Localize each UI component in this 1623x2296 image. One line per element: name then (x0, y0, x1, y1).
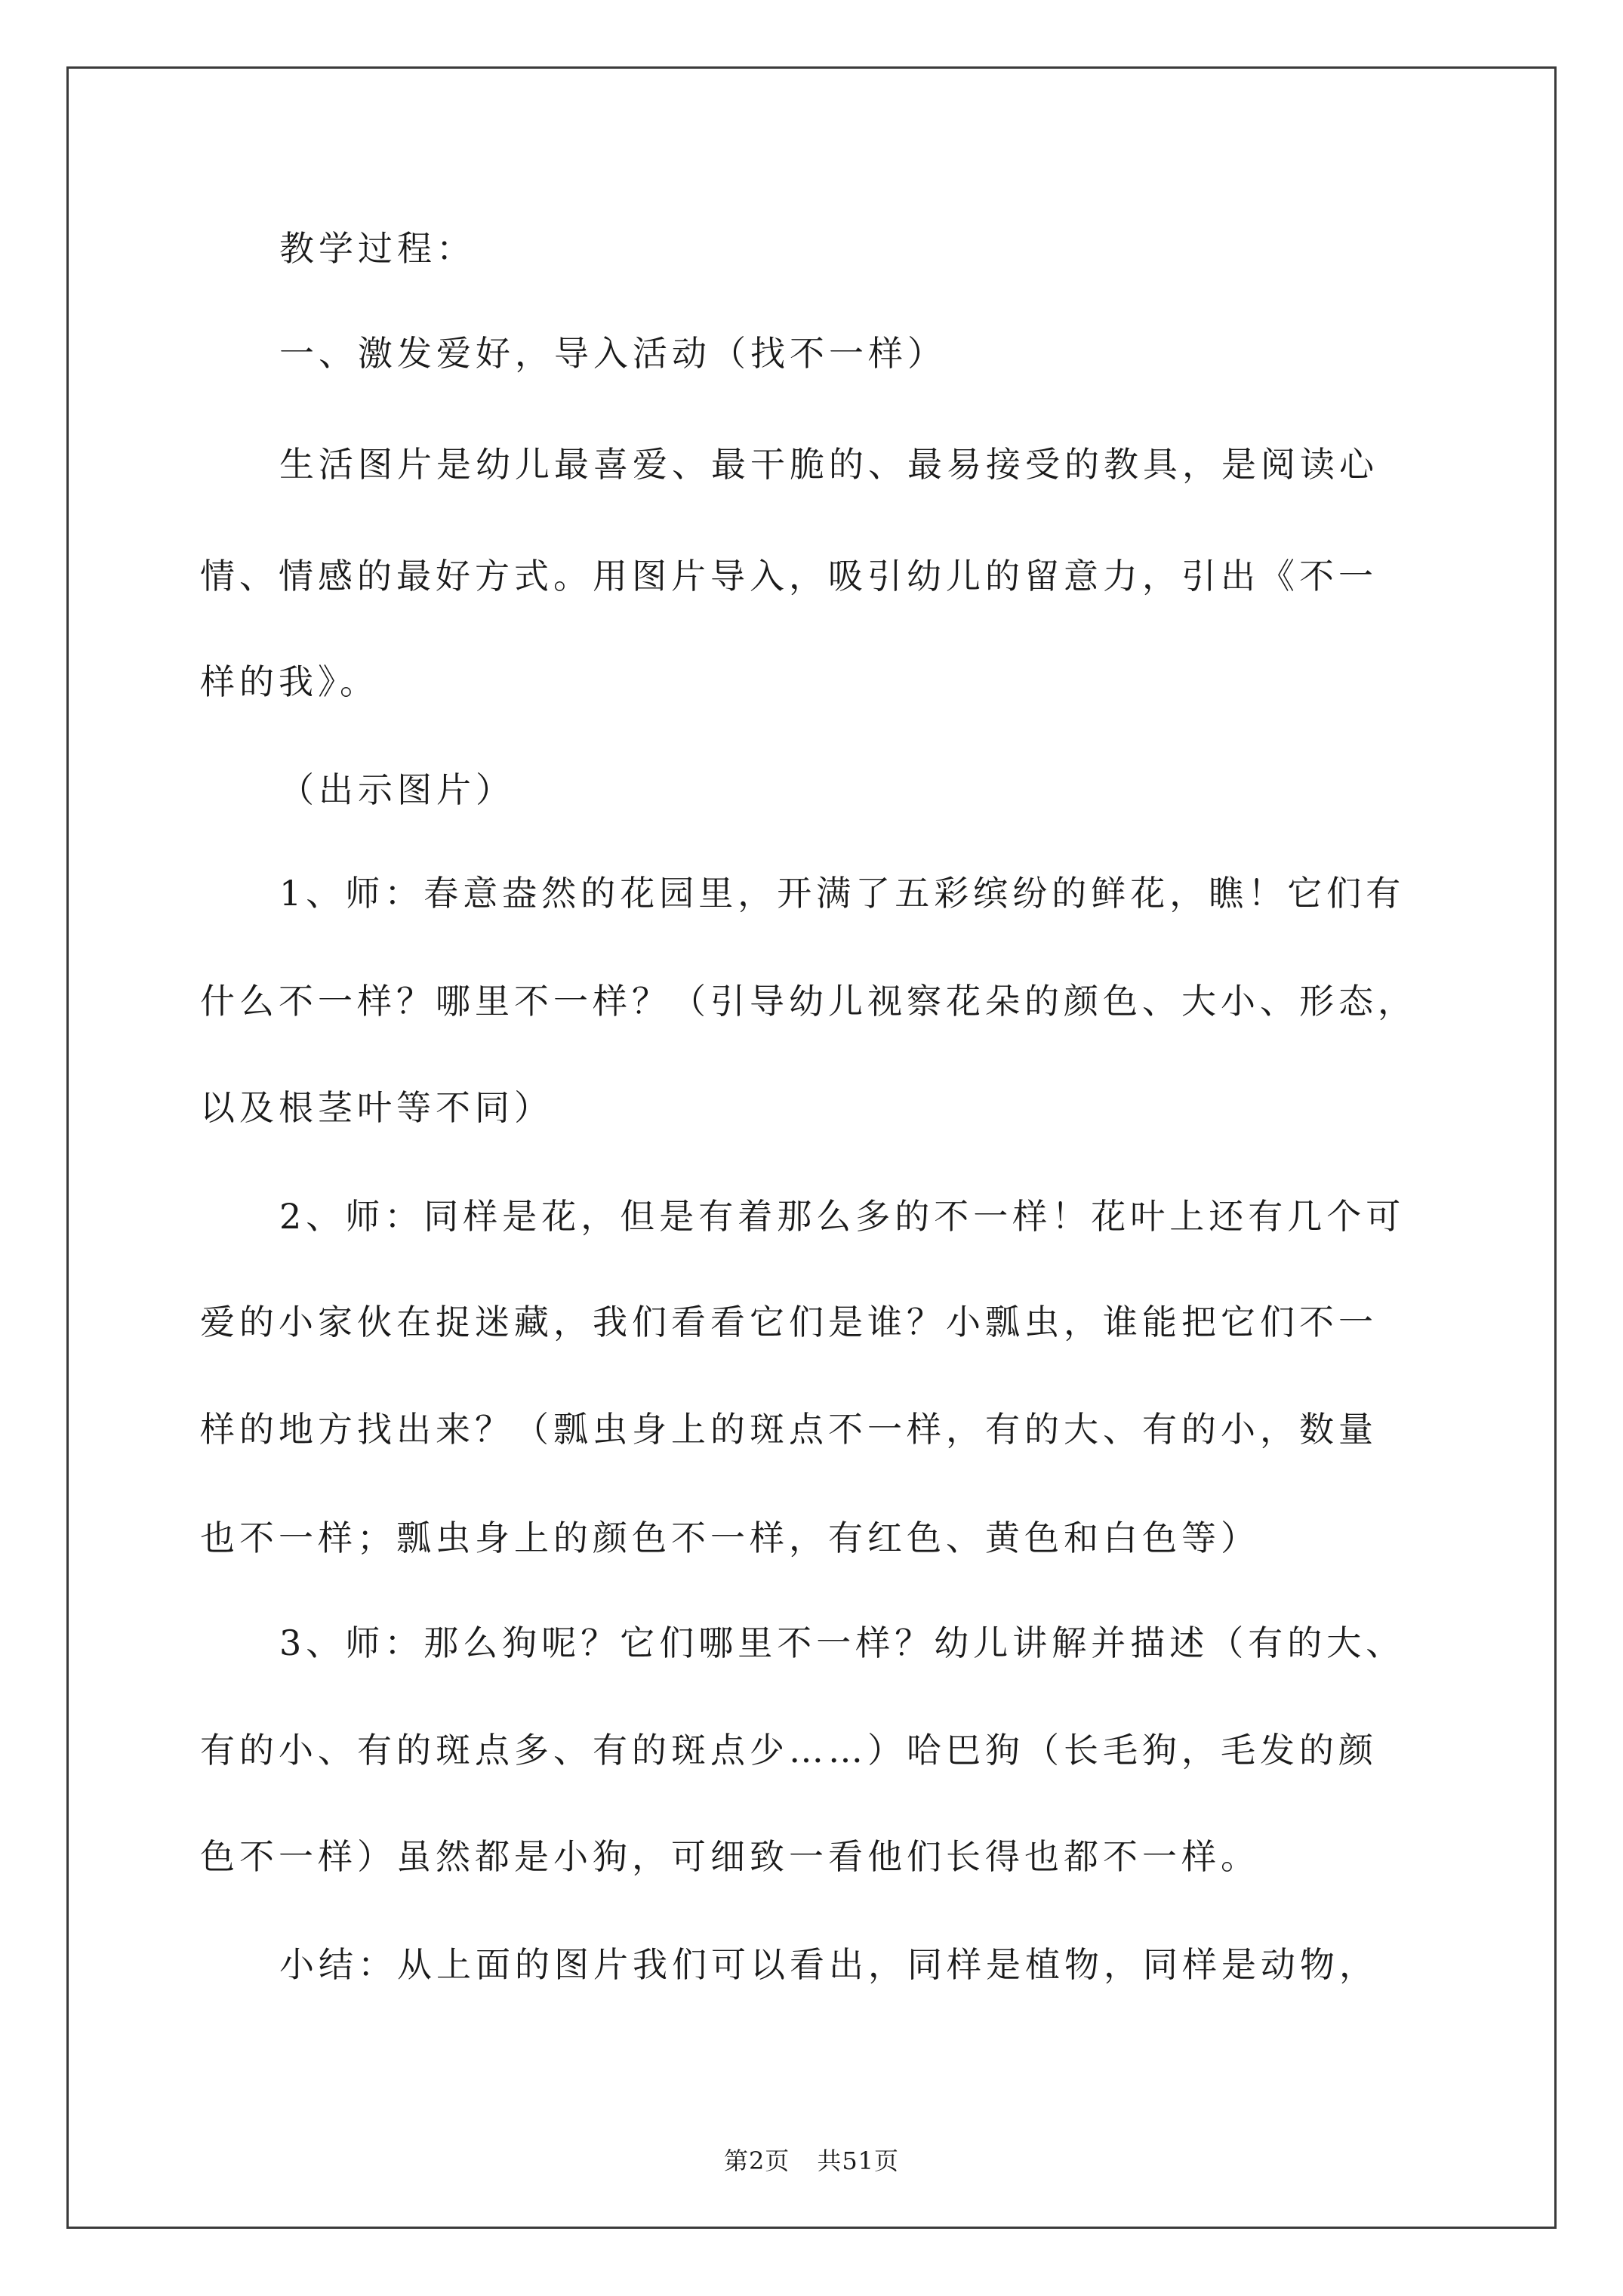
paragraph-line: 生活图片是幼儿最喜爱、最干脆的、最易接受的教具，是阅读心 (279, 444, 1378, 485)
paragraph-line: 3、师：那么狗呢？它们哪里不一样？幼儿讲解并描述（有的大、 (279, 1623, 1406, 1663)
paragraph-line: 样的我》。 (200, 661, 379, 702)
page-total: 共51页 (817, 2147, 900, 2175)
page-footer (0, 2149, 1623, 2173)
paragraph-line: 情、情感的最好方式。用图片导入，吸引幼儿的留意力，引出《不一 (200, 556, 1378, 596)
paragraph-line: 也不一样；瓢虫身上的颜色不一样，有红色、黄色和白色等） (200, 1518, 1260, 1558)
paragraph-line: 1、师：春意盎然的花园里，开满了五彩缤纷的鲜花，瞧！它们有 (279, 873, 1406, 914)
paragraph-line: 以及根茎叶等不同） (200, 1087, 553, 1128)
page-border (66, 66, 1557, 2229)
heading-teaching-process: 教学过程： (279, 228, 476, 269)
section-heading-1: 一、激发爱好，导入活动（找不一样） (279, 333, 947, 374)
paragraph-line: 2、师：同样是花，但是有着那么多的不一样！花叶上还有几个可 (279, 1196, 1406, 1237)
paragraph-line: 小结：从上面的图片我们可以看出，同样是植物，同样是动物， (279, 1944, 1378, 1985)
paragraph-line: 什么不一样？哪里不一样？（引导幼儿视察花朵的颜色、大小、形态， (200, 981, 1417, 1022)
paragraph-line: 样的地方找出来？（瓢虫身上的斑点不一样，有的大、有的小，数量 (200, 1409, 1378, 1450)
paragraph-line: 爱的小家伙在捉迷藏，我们看看它们是谁？小瓢虫，谁能把它们不一 (200, 1302, 1378, 1342)
page-number: 第2页 (723, 2147, 790, 2175)
paragraph-line: 有的小、有的斑点多、有的斑点少……）哈巴狗（长毛狗，毛发的颜 (200, 1730, 1378, 1771)
paragraph-line: （出示图片） (279, 769, 515, 810)
paragraph-line: 色不一样）虽然都是小狗，可细致一看他们长得也都不一样。 (200, 1836, 1260, 1877)
